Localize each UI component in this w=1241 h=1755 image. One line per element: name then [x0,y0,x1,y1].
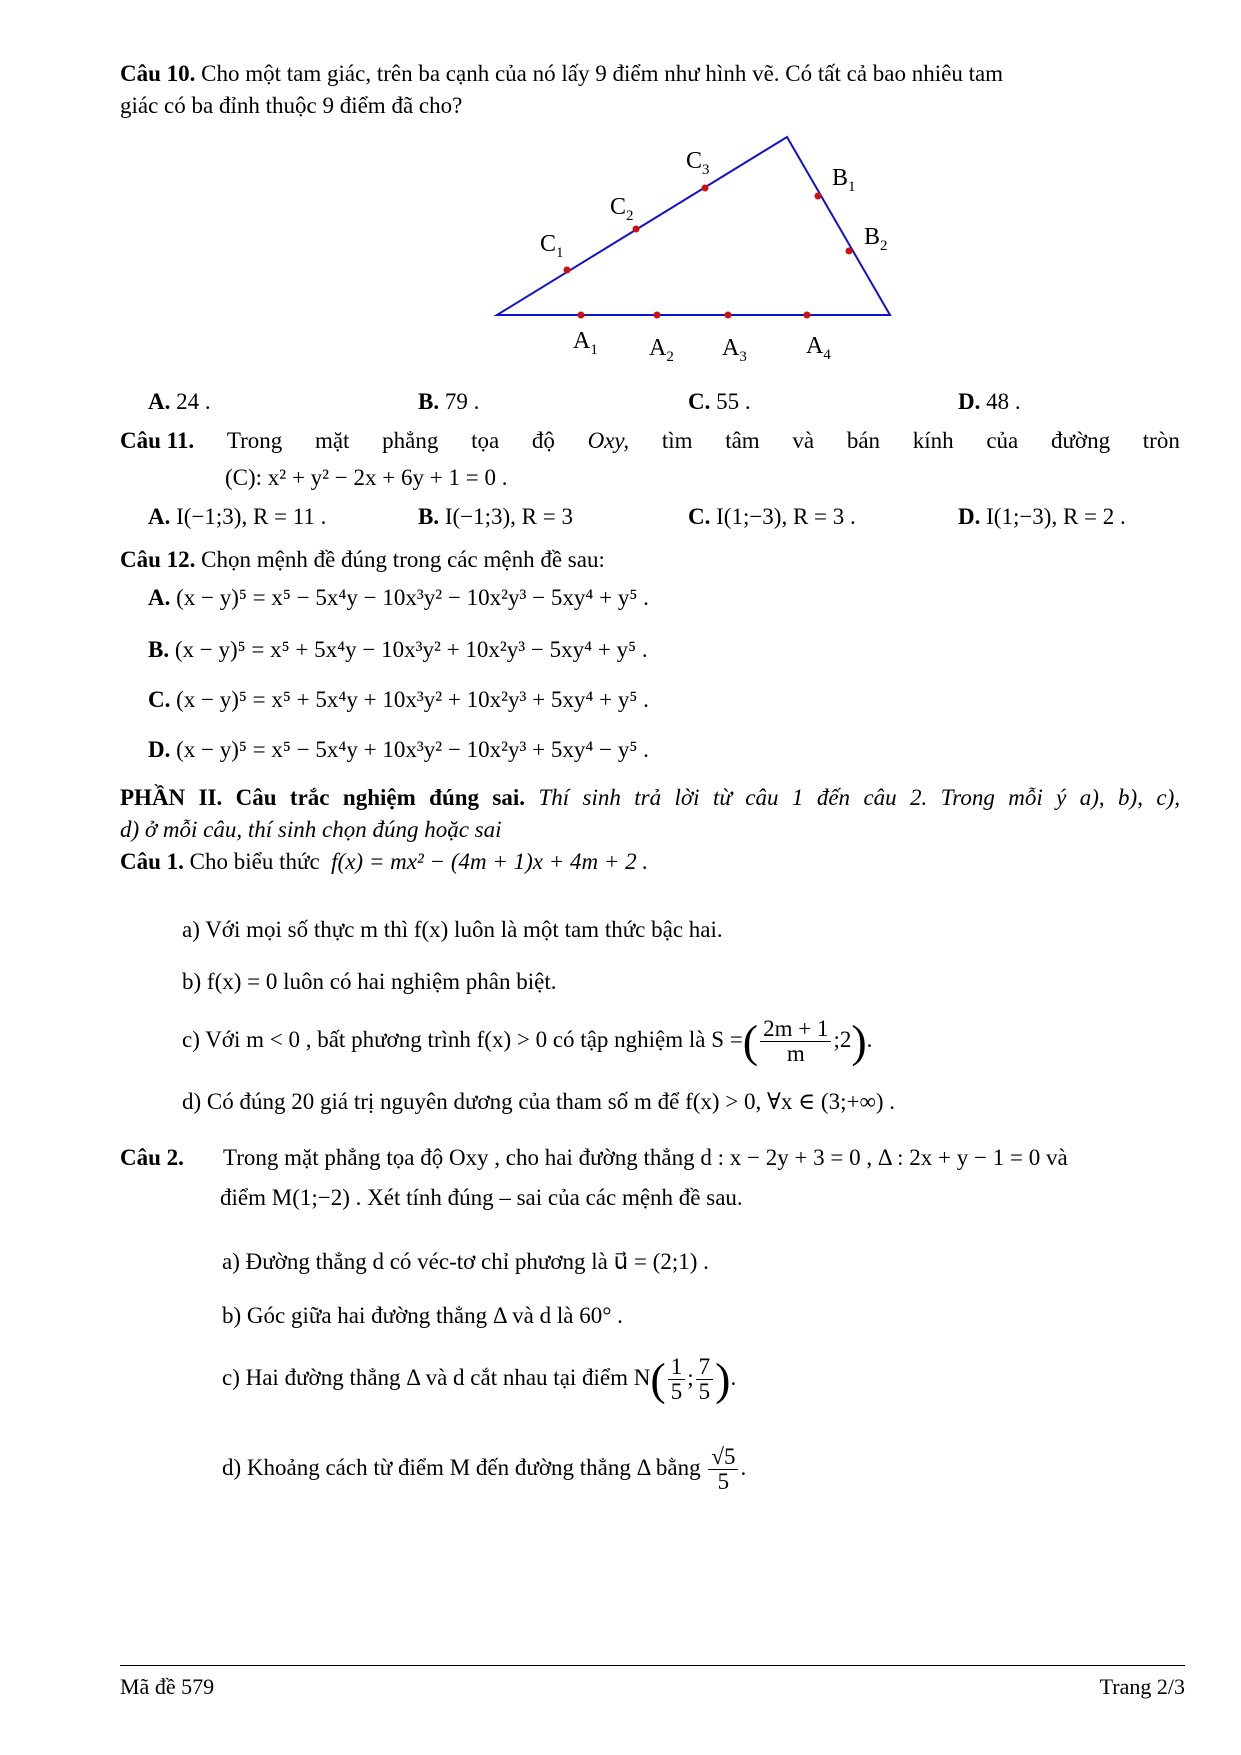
label-A4: $A_4$ [806,333,831,363]
point-C3 [702,185,709,192]
q12-option-c[interactable]: C. (x − y)⁵ = x⁵ + 5x⁴y + 10x³y² + 10x²y³ + 5xy⁴ + y⁵ . [148,687,649,712]
q11-option-a[interactable]: A. I(−1;3), R = 11 . [148,504,327,529]
q11-option-b[interactable]: B. I(−1;3), R = 3 [418,504,573,529]
q11-option-c[interactable]: C. I(1;−3), R = 3 . [688,504,856,529]
p2q2-b[interactable]: b) Góc giữa hai đường thẳng Δ và d là 60° . [222,1303,623,1328]
point-B2 [846,248,853,255]
label-C1: $C_1$ [540,231,564,261]
q10-option-a[interactable]: A. 24 . [148,389,211,414]
point-C1 [564,267,571,274]
q11-text: Câu 11. Trong mặt phẳng tọa độ Oxy, tìm tâm và bán kính của đường tròn [120,425,1180,457]
q12-text: Câu 12. Chọn mệnh đề đúng trong các mệnh đề sau: [120,547,605,572]
label-B2: $B_2$ [864,224,888,254]
q10-option-d[interactable]: D. 48 . [958,389,1021,414]
label-A1: $A_1$ [573,328,598,358]
q12-label: Câu 12. [120,547,196,572]
q12-option-a[interactable]: A. (x − y)⁵ = x⁵ − 5x⁴y − 10x³y² − 10x²y³ − 5xy⁴ + y⁵ . [148,585,649,610]
label-A3: $A_3$ [722,335,747,365]
triangle-figure [0,0,1241,400]
p2q1-a[interactable]: a) Với mọi số thực m thì f(x) luôn là một tam thức bậc hai. [182,917,723,942]
p2q2-label: Câu 2. [120,1145,184,1170]
part2-instruction-1: Thí sinh trả lời từ câu 1 đến câu 2. Trong mỗi ý a), b), c), [538,785,1180,810]
part2-instruction-2: d) ở mỗi câu, thí sinh chọn đúng hoặc sai [120,817,502,842]
p2q1-expression: f(x) = mx² − (4m + 1)x + 4m + 2 . [331,849,649,874]
point-B1 [815,193,822,200]
label-C2: $C_2$ [610,194,634,224]
q11-options [148,501,1188,533]
p2q2-d[interactable]: d) Khoảng cách từ điểm M đến đường thẳng Δ bằng $\frac{√5}{5}$ . [222,1444,747,1495]
p2q1-c[interactable]: c) Với m < 0 , bất phương trình f(x) > 0 có tập nghiệm là S =( $\frac{2m + 1}{m}$ ;2). [182,1015,873,1067]
label-B1: $B_1$ [832,165,856,195]
q10-option-b[interactable]: B. 79 . [418,389,480,414]
q12-option-d[interactable]: D. (x − y)⁵ = x⁵ − 5x⁴y + 10x³y² − 10x²y³ + 5xy⁴ − y⁵ . [148,737,649,762]
point-C2 [633,226,640,233]
q12-option-b[interactable]: B. (x − y)⁵ = x⁵ + 5x⁴y − 10x³y² + 10x²y³ − 5xy⁴ + y⁵ . [148,637,648,662]
label-A2: $A_2$ [649,335,674,365]
p2q1-b[interactable]: b) f(x) = 0 luôn có hai nghiệm phân biệt. [182,969,557,994]
footer [120,1665,1185,1699]
p2q2-c[interactable]: c) Hai đường thẳng Δ và d cắt nhau tại điểm N( $\frac{1}{5}$ ; $\frac{7}{5}$ ). [222,1353,737,1405]
q10-text-line1: Cho một tam giác, trên ba cạnh của nó lấy 9 điểm như hình vẽ. Có tất cả bao nhiêu tam [201,61,1004,86]
q11-equation: (C): x² + y² − 2x + 6y + 1 = 0 . [225,465,508,490]
label-C3: $C_3$ [686,148,710,178]
q10-option-c[interactable]: C. 55 . [688,389,751,414]
p2q2-text: Câu 2. Trong mặt phẳng tọa độ Oxy , cho hai đường thẳng d : x − 2y + 3 = 0 , Δ : 2x + y − 1 = 0 và điểm M(1;−2) . Xét tính đúng – sai của các mệnh đề sau. [120,1142,1180,1214]
point-A3 [725,312,732,319]
q10-options [148,386,1188,418]
p2q1-d[interactable]: d) Có đúng 20 giá trị nguyên dương của tham số m để f(x) > 0, ∀x ∈ (3;+∞) . [182,1089,896,1114]
p2q2-a[interactable]: a) Đường thẳng d có véc-tơ chỉ phương là u⃗ = (2;1) . [222,1249,709,1274]
q11-label: Câu 11. [120,428,195,453]
p2q1-label: Câu 1. [120,849,184,874]
point-A2 [654,312,661,319]
footer-page-number: Trang 2/3 [1099,1674,1185,1699]
q10-label: Câu 10. [120,61,196,86]
q10-text-line2: giác có ba đỉnh thuộc 9 điểm đã cho? [120,93,463,118]
point-A4 [804,312,811,319]
part2-title: PHẦN II. Câu trắc nghiệm đúng sai. [120,785,526,810]
p2q1-text: Câu 1. Cho biểu thức f(x) = mx² − (4m + 1)x + 4m + 2 . [120,849,649,874]
part2-header [120,782,1180,846]
q11-option-d[interactable]: D. I(1;−3), R = 2 . [958,504,1126,529]
footer-exam-code: Mã đề 579 [120,1674,215,1699]
point-A1 [578,312,585,319]
